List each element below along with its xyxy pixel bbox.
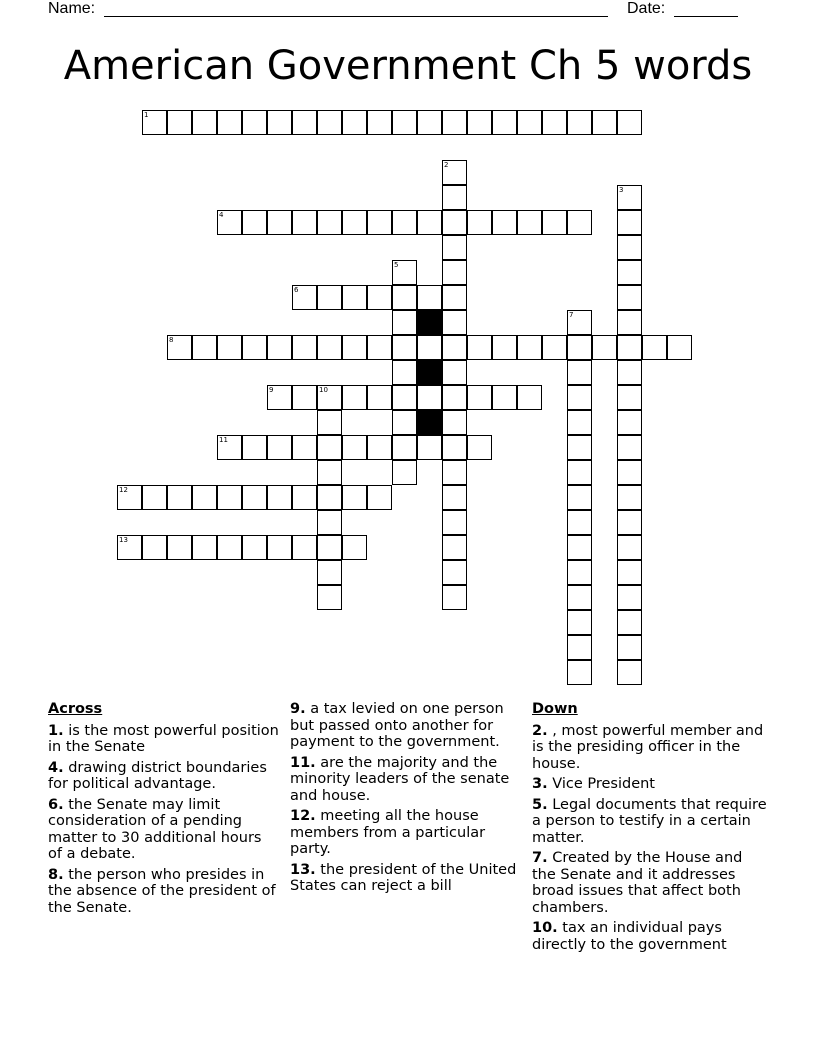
- grid-cell[interactable]: [392, 285, 417, 310]
- clue-number-label: 4.: [48, 759, 64, 776]
- grid-cell[interactable]: [267, 485, 292, 510]
- clue-number: 7: [569, 311, 574, 319]
- grid-cell[interactable]: [317, 585, 342, 610]
- grid-cell[interactable]: [442, 260, 467, 285]
- grid-cell[interactable]: [617, 585, 642, 610]
- clue-text: are the majority and the minority leaders of the senate and house.: [290, 754, 510, 804]
- grid-cell[interactable]: [567, 485, 592, 510]
- across-clue: [48, 797, 280, 863]
- clue-text: , most powerful member and is the presiding officer in the house.: [532, 722, 764, 772]
- grid-cell[interactable]: [267, 385, 292, 410]
- down-clue: [532, 776, 768, 793]
- grid-cell[interactable]: [317, 285, 342, 310]
- clue-number: 13: [119, 536, 128, 544]
- grid-cell[interactable]: [467, 335, 492, 360]
- grid-cell[interactable]: [267, 435, 292, 460]
- down-heading: Down: [532, 701, 578, 717]
- grid-cell[interactable]: [292, 435, 317, 460]
- grid-cell[interactable]: [617, 510, 642, 535]
- grid-cell[interactable]: [642, 335, 667, 360]
- grid-cell[interactable]: [292, 485, 317, 510]
- clue-text: Created by the House and the Senate and it addresses broad issues that affect both chambers.: [532, 850, 743, 916]
- clue-number: 1: [144, 111, 149, 119]
- grid-cell[interactable]: [442, 210, 467, 235]
- grid-cell[interactable]: [342, 535, 367, 560]
- grid-cell[interactable]: [242, 110, 267, 135]
- grid-cell[interactable]: [617, 335, 642, 360]
- across-clue: [290, 755, 526, 805]
- grid-cell[interactable]: [242, 335, 267, 360]
- grid-cell[interactable]: [367, 435, 392, 460]
- clue-text: tax an individual pays directly to the government: [532, 920, 727, 953]
- grid-cell[interactable]: [342, 385, 367, 410]
- clue-number-label: 7.: [532, 850, 548, 866]
- grid-cell[interactable]: [367, 335, 392, 360]
- grid-cell[interactable]: [492, 335, 517, 360]
- grid-cell[interactable]: [617, 660, 642, 685]
- blocked-cell: [417, 410, 442, 435]
- grid-cell[interactable]: [317, 560, 342, 585]
- grid-cell[interactable]: [217, 535, 242, 560]
- clue-number-label: 8.: [48, 866, 64, 883]
- clue-text: the Senate may limit consideration of a pending matter to 30 additional hours of a debate.: [48, 796, 262, 862]
- grid-cell[interactable]: [617, 460, 642, 485]
- grid-cell[interactable]: [142, 485, 167, 510]
- grid-cell[interactable]: [217, 485, 242, 510]
- grid-cell[interactable]: [292, 285, 317, 310]
- grid-cell[interactable]: [317, 385, 342, 410]
- grid-cell[interactable]: [267, 535, 292, 560]
- clue-number-label: 2.: [532, 722, 548, 739]
- across-clue: [48, 723, 280, 756]
- clue-number: 2: [444, 161, 449, 169]
- clue-text: meeting all the house members from a particular party.: [290, 808, 486, 857]
- across-clue: [290, 808, 526, 858]
- across-clue: [290, 701, 526, 751]
- grid-cell[interactable]: [342, 485, 367, 510]
- grid-cell[interactable]: [392, 110, 417, 135]
- clue-number: 12: [119, 486, 128, 494]
- across-clue: [48, 760, 280, 793]
- grid-cell[interactable]: [292, 385, 317, 410]
- clue-text: the person who presides in the absence of the president of the Senate.: [48, 866, 276, 916]
- grid-cell[interactable]: [417, 285, 442, 310]
- clue-number-label: 11.: [290, 754, 316, 771]
- clue-text: is the most powerful position in the Senate: [48, 722, 279, 755]
- grid-cell[interactable]: [492, 110, 517, 135]
- grid-cell[interactable]: [442, 460, 467, 485]
- clue-number: 10: [319, 386, 328, 394]
- grid-cell[interactable]: [442, 310, 467, 335]
- clue-number: 4: [219, 211, 224, 219]
- grid-cell[interactable]: [442, 285, 467, 310]
- clue-text: Vice President: [547, 776, 655, 792]
- clue-text: drawing district boundaries for political advantage.: [48, 759, 267, 792]
- grid-cell[interactable]: [442, 360, 467, 385]
- grid-cell[interactable]: [342, 110, 367, 135]
- grid-cell[interactable]: [667, 335, 692, 360]
- clue-number: 6: [294, 286, 299, 294]
- grid-cell[interactable]: [567, 335, 592, 360]
- grid-cell[interactable]: [492, 385, 517, 410]
- grid-cell[interactable]: [392, 385, 417, 410]
- grid-cell[interactable]: [442, 185, 467, 210]
- across-heading: Across: [48, 701, 103, 717]
- grid-cell[interactable]: [342, 335, 367, 360]
- grid-cell[interactable]: [317, 335, 342, 360]
- grid-cell[interactable]: [267, 210, 292, 235]
- grid-cell[interactable]: [517, 110, 542, 135]
- grid-cell[interactable]: [442, 110, 467, 135]
- down-clue: [532, 797, 768, 847]
- grid-cell[interactable]: [567, 460, 592, 485]
- grid-cell[interactable]: [367, 210, 392, 235]
- grid-cell[interactable]: [317, 435, 342, 460]
- grid-cell[interactable]: [242, 210, 267, 235]
- across-clue: [290, 862, 526, 895]
- grid-cell[interactable]: [292, 110, 317, 135]
- grid-cell[interactable]: [442, 535, 467, 560]
- grid-cell[interactable]: [217, 210, 242, 235]
- down-clues-column: [532, 701, 768, 957]
- grid-cell[interactable]: [217, 110, 242, 135]
- grid-cell[interactable]: [317, 460, 342, 485]
- grid-cell[interactable]: [392, 335, 417, 360]
- grid-cell[interactable]: [242, 485, 267, 510]
- grid-cell[interactable]: [417, 385, 442, 410]
- grid-cell[interactable]: [442, 435, 467, 460]
- down-clue: [532, 850, 768, 916]
- clue-number: 9: [269, 386, 274, 394]
- grid-cell[interactable]: [542, 335, 567, 360]
- grid-cell[interactable]: [567, 410, 592, 435]
- clue-text: Legal documents that require a person to testify in a certain matter.: [532, 796, 767, 846]
- name-label: Name:: [48, 0, 96, 17]
- grid-cell[interactable]: [567, 510, 592, 535]
- grid-cell[interactable]: [317, 485, 342, 510]
- clue-number-label: 12.: [290, 808, 316, 824]
- grid-cell[interactable]: [317, 210, 342, 235]
- down-clue: [532, 920, 768, 953]
- grid-cell[interactable]: [567, 310, 592, 335]
- grid-cell[interactable]: [167, 485, 192, 510]
- grid-cell[interactable]: [417, 110, 442, 135]
- grid-cell[interactable]: [167, 110, 192, 135]
- date-label: Date:: [627, 0, 666, 17]
- grid-cell[interactable]: [367, 485, 392, 510]
- grid-cell[interactable]: [442, 160, 467, 185]
- grid-cell[interactable]: [567, 660, 592, 685]
- grid-cell[interactable]: [192, 535, 217, 560]
- grid-cell[interactable]: [617, 635, 642, 660]
- grid-cell[interactable]: [167, 335, 192, 360]
- grid-cell[interactable]: [517, 385, 542, 410]
- clue-number-label: 5.: [532, 796, 548, 813]
- grid-cell[interactable]: [442, 585, 467, 610]
- grid-cell[interactable]: [442, 385, 467, 410]
- grid-cell[interactable]: [567, 585, 592, 610]
- grid-cell[interactable]: [367, 110, 392, 135]
- clue-number-label: 6.: [48, 796, 64, 813]
- grid-cell[interactable]: [142, 535, 167, 560]
- grid-cell[interactable]: [617, 235, 642, 260]
- grid-cell[interactable]: [392, 410, 417, 435]
- grid-cell[interactable]: [467, 110, 492, 135]
- grid-cell[interactable]: [517, 335, 542, 360]
- grid-cell[interactable]: [342, 210, 367, 235]
- grid-cell[interactable]: [567, 435, 592, 460]
- grid-cell[interactable]: [242, 535, 267, 560]
- grid-cell[interactable]: [567, 635, 592, 660]
- grid-cell[interactable]: [442, 485, 467, 510]
- grid-cell[interactable]: [617, 385, 642, 410]
- grid-cell[interactable]: [617, 285, 642, 310]
- blocked-cell: [417, 360, 442, 385]
- grid-cell[interactable]: [617, 560, 642, 585]
- grid-cell[interactable]: [392, 210, 417, 235]
- clue-number-label: 9.: [290, 701, 306, 717]
- grid-cell[interactable]: [617, 485, 642, 510]
- grid-cell[interactable]: [217, 335, 242, 360]
- grid-cell[interactable]: [367, 385, 392, 410]
- clue-number: 5: [394, 261, 399, 269]
- grid-cell[interactable]: [592, 335, 617, 360]
- grid-cell[interactable]: [392, 460, 417, 485]
- grid-cell[interactable]: [617, 260, 642, 285]
- grid-cell[interactable]: [617, 360, 642, 385]
- grid-cell[interactable]: [342, 285, 367, 310]
- grid-cell[interactable]: [617, 185, 642, 210]
- grid-cell[interactable]: [467, 435, 492, 460]
- grid-cell[interactable]: [567, 360, 592, 385]
- grid-cell[interactable]: [217, 435, 242, 460]
- grid-cell[interactable]: [367, 285, 392, 310]
- grid-cell[interactable]: [617, 110, 642, 135]
- grid-cell[interactable]: [467, 210, 492, 235]
- grid-cell[interactable]: [192, 485, 217, 510]
- grid-cell[interactable]: [117, 535, 142, 560]
- grid-cell[interactable]: [617, 535, 642, 560]
- grid-cell[interactable]: [417, 435, 442, 460]
- grid-cell[interactable]: [442, 560, 467, 585]
- grid-cell[interactable]: [617, 410, 642, 435]
- grid-cell[interactable]: [167, 535, 192, 560]
- grid-cell[interactable]: [192, 110, 217, 135]
- grid-cell[interactable]: [317, 535, 342, 560]
- grid-cell[interactable]: [617, 435, 642, 460]
- grid-cell[interactable]: [517, 210, 542, 235]
- clue-number: 3: [619, 186, 624, 194]
- clue-text: the president of the United States can reject a bill: [290, 861, 517, 894]
- grid-cell[interactable]: [292, 210, 317, 235]
- grid-cell[interactable]: [567, 385, 592, 410]
- clue-number-label: 1.: [48, 722, 64, 739]
- clue-number-label: 13.: [290, 861, 316, 878]
- grid-cell[interactable]: [242, 435, 267, 460]
- grid-cell[interactable]: [267, 110, 292, 135]
- grid-cell[interactable]: [342, 435, 367, 460]
- grid-cell[interactable]: [392, 435, 417, 460]
- clue-number: 11: [219, 436, 228, 444]
- grid-cell[interactable]: [467, 385, 492, 410]
- grid-cell[interactable]: [567, 210, 592, 235]
- grid-cell[interactable]: [567, 610, 592, 635]
- grid-cell[interactable]: [442, 335, 467, 360]
- grid-cell[interactable]: [442, 510, 467, 535]
- grid-cell[interactable]: [392, 360, 417, 385]
- grid-cell[interactable]: [567, 110, 592, 135]
- grid-cell[interactable]: [317, 510, 342, 535]
- grid-cell[interactable]: [567, 535, 592, 560]
- page-title: American Government Ch 5 words: [63, 43, 753, 89]
- grid-cell[interactable]: [317, 110, 342, 135]
- grid-cell[interactable]: [617, 610, 642, 635]
- blocked-cell: [417, 310, 442, 335]
- grid-cell[interactable]: [117, 485, 142, 510]
- grid-cell[interactable]: [267, 335, 292, 360]
- clue-number-label: 10.: [532, 920, 558, 936]
- grid-cell[interactable]: [442, 410, 467, 435]
- grid-cell[interactable]: [392, 310, 417, 335]
- down-clue: [532, 723, 768, 773]
- grid-cell[interactable]: [542, 110, 567, 135]
- grid-cell[interactable]: [417, 210, 442, 235]
- grid-cell[interactable]: [392, 260, 417, 285]
- grid-cell[interactable]: [542, 210, 567, 235]
- grid-cell[interactable]: [492, 210, 517, 235]
- grid-cell[interactable]: [417, 335, 442, 360]
- clue-text: a tax levied on one person but passed onto another for payment to the government.: [290, 701, 504, 750]
- grid-cell[interactable]: [442, 235, 467, 260]
- across-clues-column-1: [48, 701, 280, 920]
- grid-cell[interactable]: [142, 110, 167, 135]
- grid-cell[interactable]: [292, 535, 317, 560]
- grid-cell[interactable]: [567, 560, 592, 585]
- across-clue: [48, 867, 280, 917]
- clue-number: 8: [169, 336, 174, 344]
- grid-cell[interactable]: [617, 210, 642, 235]
- grid-cell[interactable]: [617, 310, 642, 335]
- across-clues-column-2: [290, 701, 526, 899]
- grid-cell[interactable]: [292, 335, 317, 360]
- clue-number-label: 3.: [532, 776, 548, 792]
- grid-cell[interactable]: [592, 110, 617, 135]
- grid-cell[interactable]: [192, 335, 217, 360]
- grid-cell[interactable]: [317, 410, 342, 435]
